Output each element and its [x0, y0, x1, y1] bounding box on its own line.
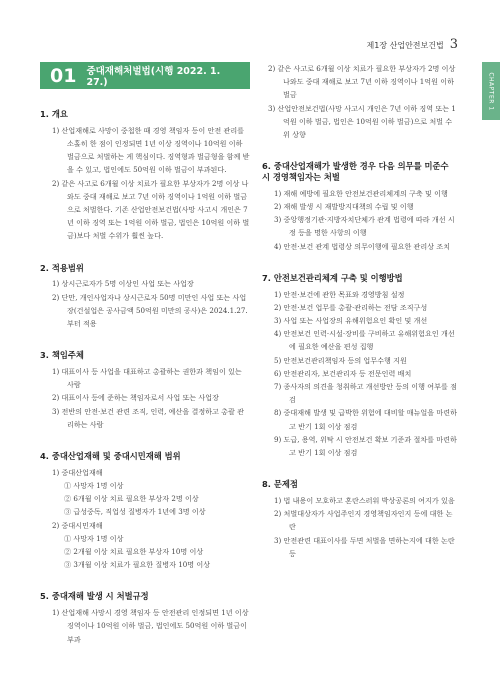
- list-item: 5) 안전보건관리책임자 등의 업무수행 지원: [274, 355, 407, 365]
- chapter-title: 제1장 산업안전보건법: [366, 41, 444, 50]
- list-item: 1) 중대산업재해: [52, 467, 103, 477]
- section-title: 중대재해처벌법(시행 2022. 1. 27.): [86, 66, 221, 88]
- section: [40, 109, 250, 243]
- section-number: 01: [50, 64, 77, 87]
- sub-list-item: ③ 급성중독, 직업성 질병자가 1년에 3명 이상: [64, 507, 206, 517]
- list-item: 3) 사업 또는 사업장의 유해위험요인 확인 및 개선: [274, 315, 428, 325]
- list-item: 3) 전반의 안전·보건 관련 조직, 인력, 예산을 결정하고 총괄 관리하는 사람: [52, 406, 244, 429]
- list-item: 2) 중대시민재해: [52, 520, 103, 530]
- list-item: 2) 단만, 개인사업자나 상시근로자 50명 미만인 사업 또는 사업장(건설업은 공사금액 50억원 미만의 공사)은 2024.1.27.부터 적용: [52, 292, 248, 328]
- section: [262, 273, 458, 459]
- list-item: 9) 도급, 용역, 위탁 시 안전보건 확보 기준과 절차를 마련하고 반기 1회 이상 점검: [274, 434, 457, 458]
- section: [40, 451, 250, 571]
- list-item: 1) 산업재해 사망시 경영 책임자 등 안전관리 인정되면 1년 이상 징역이나 10억원 이하 벌금, 법인에도 50억원 이하 벌금이 부과: [52, 608, 249, 644]
- list-item: 2) 대표이사 등에 준하는 책임자로서 사업 또는 사업장: [52, 393, 219, 403]
- list-item: 1) 산업재해로 사망이 중첩한 때 경영 책임자 등이 안전 관리를 소홀히 한 점이 인정되면 1년 이상 징역이나 10억원 이하 벌금으로 처벌하는 게 핵심이다. 징역형과 벌금형을 함께 받을 수 있고, 법인에도 50억원 이하 벌금이 부과된다.: [52, 125, 250, 175]
- list-item: 1) 안전·보건에 관한 목표와 경영방침 설정: [274, 289, 405, 299]
- section-heading: 3. 책임주체: [40, 350, 84, 361]
- chapter-tab-label: CHAPTER 1: [487, 71, 495, 111]
- list-item: 1) 상시근로자가 5명 이상인 사업 또는 사업장: [52, 279, 194, 289]
- list-item: 2) 같은 사고로 6개월 이상 치료가 필요한 부상자가 2명 이상 나와도 중대 재해로 보고 7년 이하 징역이나 1억원 이하 벌금: [268, 64, 456, 100]
- list-item: 8) 중대재해 발생 및 급박한 위험에 대비할 매뉴얼을 마련하고 반기 1회 이상 점검: [274, 408, 457, 431]
- page-number: 3: [449, 37, 458, 52]
- sub-list-item: ③ 3개월 이상 치료가 필요한 질병자 10명 이상: [64, 560, 211, 570]
- sub-list-item: ① 사망자 1명 이상: [64, 533, 124, 543]
- section: [40, 350, 250, 431]
- section-heading: 1. 개요: [40, 109, 68, 119]
- list-item: 2) 처벌대상자가 사업주인지 경영책임자인지 등에 대한 논란: [274, 509, 453, 532]
- section-heading: 8. 문제점: [262, 479, 298, 490]
- section-heading: 7. 안전보건관리체계 구축 및 이행방법: [262, 272, 403, 283]
- section-heading: 6. 중대산업재해가 발생한 경우 다음 의무를 미준수 시 경영책임자는 처벌: [262, 161, 449, 182]
- section-continuation: [262, 62, 458, 141]
- right-column: [262, 62, 458, 580]
- list-item: 2) 안전·보건 업무를 총괄·관리하는 전담 조직구성: [274, 302, 428, 312]
- section: [262, 479, 458, 560]
- list-item: 1) 법 내용이 모호하고 혼란스러워 박상공론의 여지가 있음: [274, 496, 455, 505]
- sub-list-item: ② 6개월 이상 치료 필요한 부상자 2명 이상: [64, 494, 199, 504]
- list-item: 1) 대표이사 등 사업을 대표하고 총괄하는 권한과 책임이 있는 사람: [52, 366, 242, 390]
- list-item: 2) 재해 발생 시 재발방지대책의 수립 및 이행: [274, 201, 414, 211]
- running-header: [367, 37, 458, 52]
- list-item: 4) 안전·보건 관계 법령상 의무이행에 필요한 관리상 조치: [274, 241, 451, 251]
- section: [40, 591, 250, 645]
- section-heading: 5. 중대재해 발생 시 처벌규정: [40, 591, 149, 602]
- list-item: 4) 안전보건 인력·시설·장비를 구비하고 유해위험요인 개선에 필요한 예산을 편성 집행: [274, 329, 455, 352]
- list-item: 1) 재해 예방에 필요한 안전보건관리체계의 구축 및 이행: [274, 188, 448, 198]
- left-column: [40, 62, 250, 666]
- section: [40, 263, 250, 331]
- chapter-side-tab[interactable]: [482, 62, 500, 120]
- list-item: 2) 같은 사고로 6개월 이상 치료가 필요한 부상자가 2명 이상 나와도 중대 재해로 보고 7년 이하 징역이나 1억원 이하 벌금으로 처벌한다. 기존 산업안전보건법(사망 사고시 개인은 7년 이하 징역 또는 1억원 이하 벌금, 법인은 10억원 이하 벌금)보다 처벌 수위가 훨씬 높다.: [52, 178, 250, 241]
- sub-list-item: ① 사망자 1명 이상: [64, 480, 124, 490]
- section-heading: 4. 중대산업재해 및 중대시민재해 범위: [40, 451, 181, 461]
- section: [262, 161, 458, 253]
- section-title-box: [40, 62, 250, 89]
- sub-list-item: ② 2개월 이상 치료 필요한 부상자 10명 이상: [64, 547, 204, 556]
- list-item: 3) 산업안전보건법(사망 사고시 개인은 7년 이하 징역 또는 1억원 이하 벌금, 법인은 10억원 이하 벌금)으로 처벌 수위 상향: [268, 103, 456, 140]
- list-item: 3) 중앙행정기관·지방자치단체가 관계 법령에 따라 개선 시정 등을 명한 사항의 이행: [274, 215, 455, 238]
- list-item: 7) 종사자의 의견을 청취하고 개선방안 등의 이행 여부를 점검: [274, 382, 457, 405]
- list-item: 6) 안전관리자, 보건관리자 등 전문인력 배치: [274, 368, 412, 378]
- section-heading: 2. 적용범위: [40, 262, 84, 273]
- list-item: 3) 안전관련 대표이사를 두면 처벌을 면하는지에 대한 논란 등: [274, 535, 455, 558]
